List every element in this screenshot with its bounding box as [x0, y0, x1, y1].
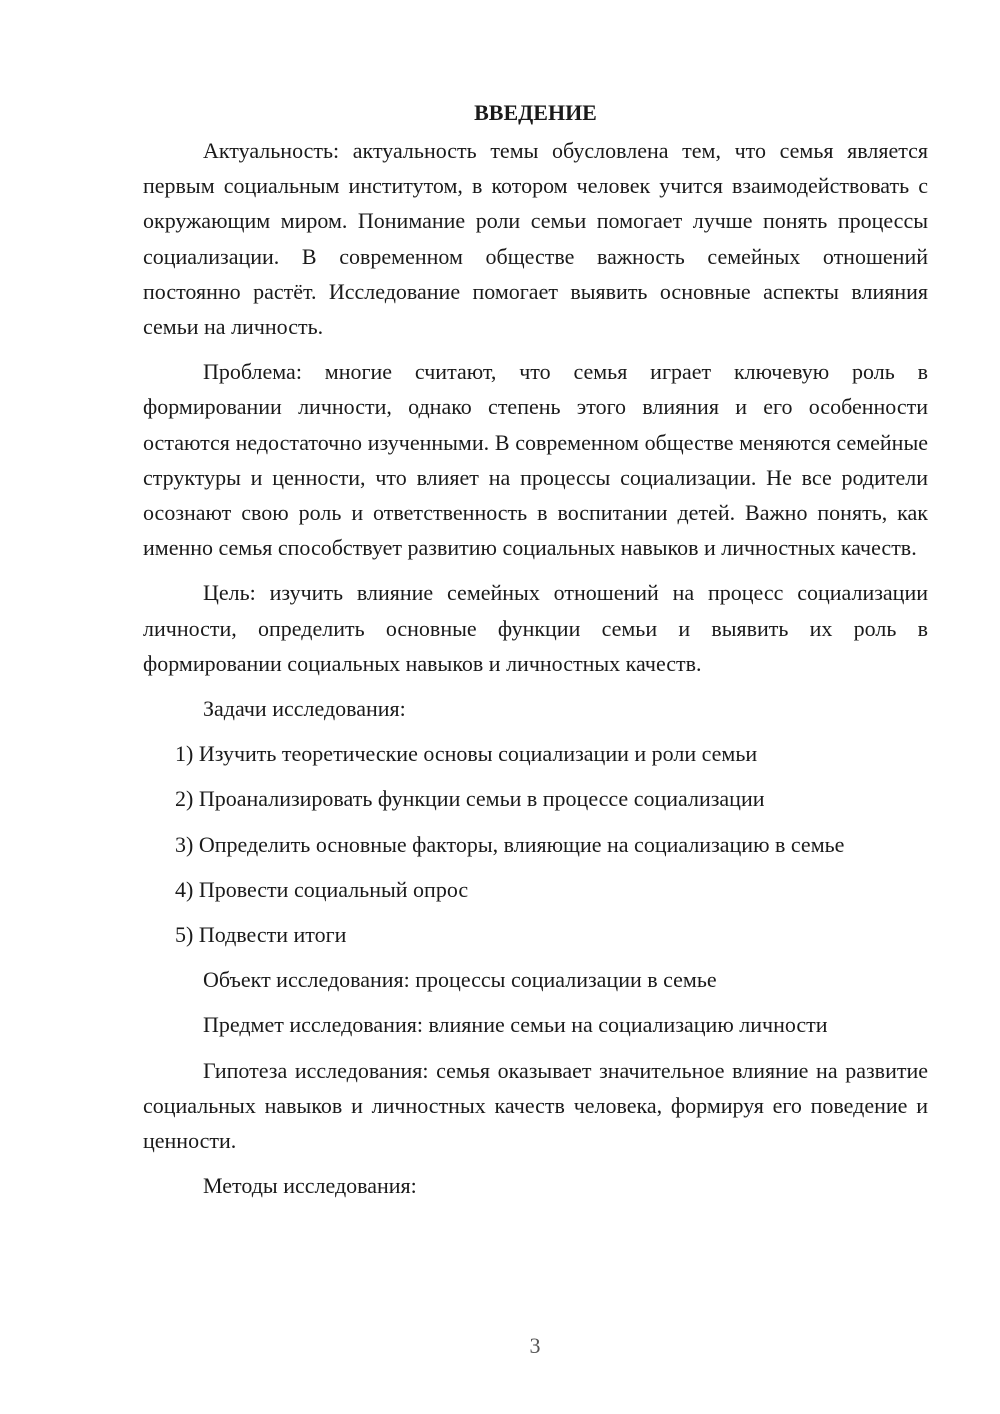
task-item-3: 3) Определить основные факторы, влияющие на социализацию в семье: [175, 831, 845, 857]
goal-paragraph: Цель: изучить влияние семейных отношений на процесс социализации личности, определить основные функции семьи и выявить их роль в формировании социальных навыков и личностных качеств.: [143, 580, 928, 676]
research-object: Объект исследования: процессы социализации в семье: [203, 967, 717, 993]
research-subject: Предмет исследования: влияние семьи на социализацию личности: [203, 1012, 828, 1038]
task-list: [143, 736, 928, 952]
page-number: 3: [529, 1333, 541, 1358]
problem-paragraph: Проблема: многие считают, что семья играет ключевую роль в формировании личности, однако степень этого влияния и его особенности остаются недостаточно изученными. В современном обществе меняются семейные структуры и ценности, что влияет на процессы социализации. Не все родители осознают свою роль и ответственность в воспитании детей. Важно понять, как именно семья способствует развитию социальных навыков и личностных качеств.: [143, 359, 928, 561]
methods-heading: Методы исследования:: [203, 1173, 417, 1199]
task-item-2: 2) Проанализировать функции семьи в процессе социализации: [175, 786, 765, 812]
tasks-heading: Задачи исследования:: [203, 696, 406, 722]
task-item-5: 5) Подвести итоги: [175, 922, 347, 948]
hypothesis-paragraph: Гипотеза исследования: семья оказывает значительное влияние на развитие социальных навыков и личностных качеств человека, формируя его поведение и ценности.: [143, 1057, 928, 1154]
page-title: ВВЕДЕНИЕ: [474, 100, 597, 125]
task-item-1: 1) Изучить теоретические основы социализации и роли семьи: [175, 741, 758, 767]
task-item-4: 4) Провести социальный опрос: [175, 876, 469, 902]
relevance-paragraph: Актуальность: актуальность темы обусловлена тем, что семья является первым социальным институтом, в котором человек учится взаимодействовать с окружающим миром. Понимание роли семьи помогает лучше понять процессы социализации. В современном обществе важность семейных отношений постоянно растёт. Исследование помогает выявить основные аспекты влияния семьи на личность.: [143, 138, 928, 340]
document-page: [143, 95, 928, 1213]
